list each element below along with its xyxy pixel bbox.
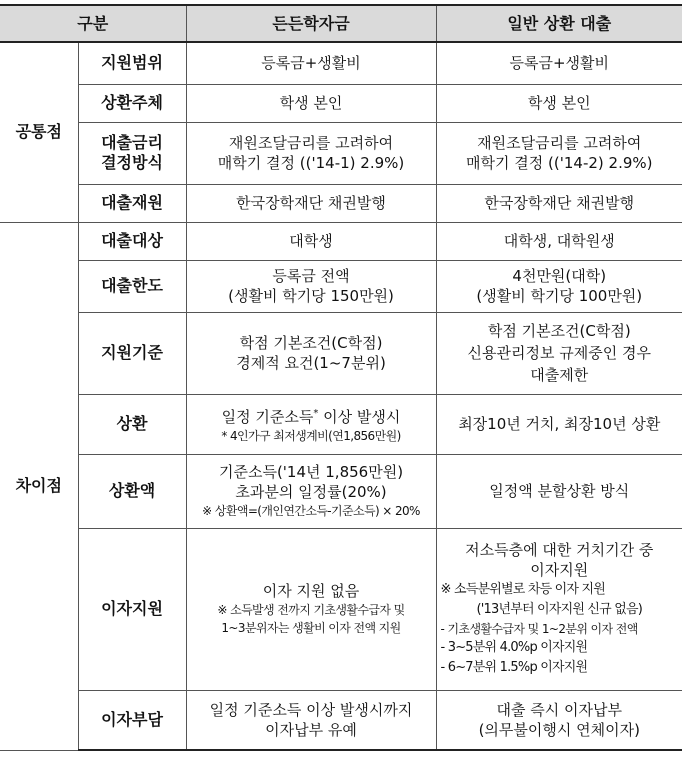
row-label: 상환액: [78, 454, 186, 528]
table-row: [0, 122, 682, 184]
general-cell: 일정액 분할상환 방식: [436, 454, 682, 528]
table-row: [0, 394, 682, 454]
dundun-cell: 재원조달금리를 고려하여 매학기 결정 (('14-1) 2.9%): [186, 122, 436, 184]
dundun-cell: 등록금 전액 (생활비 학기당 150만원): [186, 260, 436, 312]
dundun-cell: 이자 지원 없음 ※ 소득발생 전까지 기초생활수급자 및 1~3분위자는 생활비 이자 전액 지원: [186, 528, 436, 690]
row-label: 상환주체: [78, 84, 186, 122]
row-label: 대출한도: [78, 260, 186, 312]
dundun-cell: 학점 기본조건(C학점) 경제적 요건(1~7분위): [186, 312, 436, 394]
group-diff: 차이점: [0, 222, 78, 750]
general-cell: 4천만원(대학) (생활비 학기당 100만원): [436, 260, 682, 312]
row-label: 대출금리 결정방식: [78, 122, 186, 184]
dundun-cell: 기준소득('14년 1,856만원) 초과분의 일정률(20%) ※ 상환액=(개인연간소득-기준소득) × 20%: [186, 454, 436, 528]
row-label: 이자지원: [78, 528, 186, 690]
general-cell: 재원조달금리를 고려하여 매학기 결정 (('14-2) 2.9%): [436, 122, 682, 184]
general-cell: 최장10년 거치, 최장10년 상환: [436, 394, 682, 454]
dundun-cell: 일정 기준소득 이상 발생시까지 이자납부 유예: [186, 690, 436, 750]
dundun-cell: 등록금+생활비: [186, 42, 436, 84]
header-row: [0, 5, 682, 42]
table-row: [0, 528, 682, 690]
row-label: 지원기준: [78, 312, 186, 394]
comparison-table: [0, 4, 682, 751]
table-row: [0, 84, 682, 122]
general-cell: 저소득층에 대한 거치기간 중 이자지원 ※ 소득분위별로 차등 이자 지원 ('13년부터 이자지원 신규 없음) - 기초생활수급자 및 1~2분위 이자 전액 - 3~5분위 4.0%p 이자지원 - 6~7분위 1.5%p 이자지원: [436, 528, 682, 690]
header-general: 일반 상환 대출: [436, 5, 682, 42]
general-cell: 학생 본인: [436, 84, 682, 122]
header-dundun: 든든학자금: [186, 5, 436, 42]
dundun-cell: 학생 본인: [186, 84, 436, 122]
table-row: [0, 690, 682, 750]
general-cell: 대학생, 대학원생: [436, 222, 682, 260]
general-cell: 학점 기본조건(C학점) 신용관리정보 규제중인 경우 대출제한: [436, 312, 682, 394]
row-label: 이자부담: [78, 690, 186, 750]
table-row: [0, 42, 682, 84]
general-cell: 한국장학재단 채권발행: [436, 184, 682, 222]
table-row: [0, 184, 682, 222]
row-label: 상환: [78, 394, 186, 454]
general-cell: 대출 즉시 이자납부 (의무불이행시 연체이자): [436, 690, 682, 750]
row-label: 대출대상: [78, 222, 186, 260]
general-cell: 등록금+생활비: [436, 42, 682, 84]
table-row: [0, 260, 682, 312]
dundun-cell: 일정 기준소득* 이상 발생시 * 4인가구 최저생계비(연1,856만원): [186, 394, 436, 454]
header-category: 구분: [0, 5, 186, 42]
dundun-cell: 대학생: [186, 222, 436, 260]
table-row: [0, 312, 682, 394]
table-row: [0, 454, 682, 528]
table-row: [0, 222, 682, 260]
row-label: 지원범위: [78, 42, 186, 84]
group-common: 공통점: [0, 42, 78, 222]
row-label: 대출재원: [78, 184, 186, 222]
dundun-cell: 한국장학재단 채권발행: [186, 184, 436, 222]
